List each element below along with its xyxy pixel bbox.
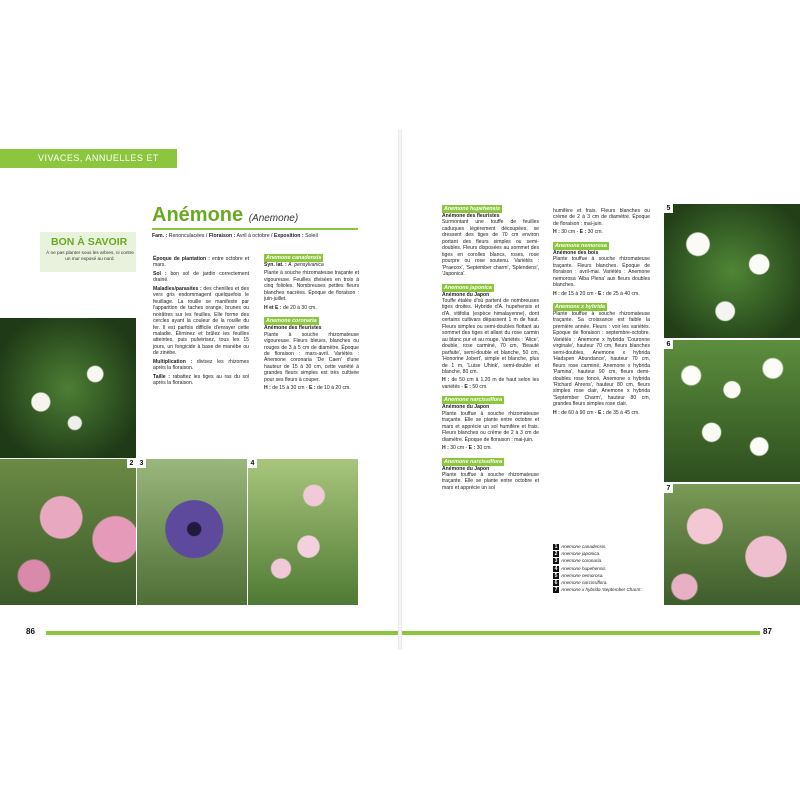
multiplication-label: Multiplication : — [153, 358, 193, 365]
title-latin: (Anemone) — [248, 213, 299, 224]
section-hupehensis: Anemone hupehensis — [444, 206, 501, 212]
hupehensis-text: Surmontant une touffe de feuilles caduques légèrement découpées, se dressent des tiges de 70 cm environ portant des fleurs simples ou semi-doubles. Fleurs disposées au sommet des tiges en corolles blancs, roses, rose pourpre ou rose soutenu. Variétés : 'Praecox', 'September charm', 'Splendens', 'Japonica'. — [442, 219, 539, 278]
japonica-text: Touffe étalée d'où partent de nombreuses tiges droites. Hybride d'A. hupehensis et d'A. vitifolia (espèce himalayenne), dont certains cultivars dépassent 1 m de haut. Fleurs simples ou semi-doubles flottant au sommet des tiges et allant du rose carmin au blanc pur et au rouge. Variétés : 'Alice', double, rose carminé, 70 cm, 'Beauté parfaite', semi-double et blanche, 50 cm, 'Honorine Jobert', simple et blanche, plus de 1 m, 'Luise Uhink', semi-double et blanche, 80 cm. — [442, 297, 539, 375]
section-nemorosa: Anemone nemorosa — [555, 242, 607, 249]
photo-badge: 3 — [137, 459, 146, 468]
canadensis-dims: de 20 à 30 cm. — [282, 304, 317, 311]
photo-anemone-japonica — [0, 459, 136, 605]
hupehensis-common: Anémone des fleuristes — [442, 213, 500, 219]
caption-item — [553, 543, 653, 550]
continued-e-label: E : — [579, 229, 587, 236]
fam-label: Fam. : — [152, 233, 168, 239]
epoque-label: Époque de plantation : — [153, 256, 210, 262]
hybrida-e-label: E : — [598, 409, 605, 416]
caption-number: 3 — [554, 558, 558, 565]
japonica-h-label: H : — [442, 377, 450, 384]
plant-meta — [152, 233, 367, 240]
photo-anemone-coronaria — [137, 459, 247, 605]
page-title — [152, 204, 298, 227]
syn-label: Syn. lat. : — [264, 262, 287, 268]
syn-text: A. pensylvanica — [288, 262, 324, 268]
sol-text: bon sol de jardin correctement drainé. — [153, 270, 249, 284]
page-number-right: 87 — [763, 627, 772, 636]
nemorosa-text: Plante touffue à souche rhizomateuse traçante. Fleurs blanches. Époque de floraison : avril-mai. Variétés : Anemone nemorosa 'Alba Plena' aux fleurs doubles blanches. — [553, 256, 650, 289]
maladies-text: des chenilles et des vers gris endommagent quelquefois le feuillage. La rouille se manifeste par l'apparition de taches orange, brunes ou noirâtres sur les feuilles. Elle forme des cercles ayant la couleur de la rouille du fer. Il est parfois difficile d'enrayer cette maladie. Éliminez et brûlez les feuilles atteintes, puis pulvérisez, tous les 15 jours, un fongicide à base de manèbe ou de zinèbe. — [153, 285, 249, 357]
column-species-middle — [442, 205, 539, 493]
hybrida-h: de 60 à 90 cm - — [561, 409, 597, 416]
continued-text: humifère et frais. Fleurs blanches ou crème de 2 à 3 cm de diamètre. Époque de floraison : mai-juin. — [553, 208, 650, 227]
caption-item — [553, 586, 653, 593]
caption-text: Anemone hupehensis. — [561, 565, 607, 571]
narcissiflora-e: 30 cm. — [476, 445, 492, 452]
caption-text: Anemone narcissiflora. — [561, 580, 608, 586]
caption-item — [553, 565, 653, 572]
canadensis-dims-label: H et E : — [264, 304, 282, 311]
narcissiflora-2-text: Plante touffue à souche rhizomateuse traçante. Elle se plante entre octobre et mars et apprécie un sol — [442, 471, 539, 491]
caption-number: 5 — [554, 572, 558, 579]
column-species-left — [264, 250, 359, 394]
column-general — [153, 256, 249, 389]
caption-number: 7 — [554, 587, 558, 594]
photo-badge: 4 — [248, 459, 257, 468]
nemorosa-h-label: H : — [553, 290, 560, 297]
section-hybrida: Anemone x hybrida — [555, 303, 606, 310]
narcissiflora-common: Anémone du Japon — [442, 404, 490, 411]
bon-a-savoir-text: À ne pas planter sous les arbres, ni contre un mur exposé au nord. — [46, 250, 134, 261]
title-rule — [152, 228, 358, 230]
caption-item — [553, 572, 653, 579]
fam-value: Renonculacées / — [168, 233, 208, 239]
narcissiflora-h: 30 cm - — [450, 445, 468, 452]
nemorosa-h: de 15 à 20 cm - — [561, 290, 597, 297]
caption-number: 4 — [554, 565, 558, 572]
section-japonica: Anemone japonica — [444, 284, 492, 291]
coronaria-h-label: H : — [264, 385, 271, 392]
exposition-value: Soleil — [305, 233, 318, 239]
continued-h: 30 cm - — [561, 229, 579, 236]
section-narcissiflora: Anemone narcissiflora — [444, 397, 503, 404]
photo-badge: 7 — [664, 484, 673, 493]
column-species-right — [553, 208, 650, 418]
nemorosa-common: Anémone des bois — [553, 249, 599, 256]
narcissiflora-2-common: Anémone du Japon — [442, 465, 490, 472]
continued-h-label: H : — [553, 229, 560, 236]
japonica-common: Anémone du Japon — [442, 291, 490, 298]
photo-anemone-narcissiflora — [664, 340, 800, 482]
epoque-text: entre octobre et mars. — [153, 256, 249, 269]
hybrida-h-label: H : — [553, 409, 560, 416]
caption-number: 1 — [554, 544, 558, 550]
section-coronaria: Anemone coronaria — [266, 318, 317, 325]
caption-text: Anemone nemorosa. — [561, 572, 604, 578]
photo-anemone-hybrida — [664, 484, 800, 605]
exposition-label: Exposition : — [273, 233, 304, 239]
hybrida-text: Plante touffue à souche rhizomateuse traçante. Sa croissance est faible la première année. Fleurs : voir les variétés. Époque de floraison : septembre-octobre. Variétés : Anemone x hybrida 'Couronne virginale', hauteur 70 cm, fleurs blanches semi-doubles, Anemone x hybrida 'Hadspen Abundance', hauteur 70 cm, fleurs rose carminé, Anemone x hybrida 'Pamina', hauteur 90 cm, fleurs demi-doubles rose foncé, Anemone x hybrida 'Richard Ahrens', hauteur 80 cm, fleurs simples rose clair, Anemone x hybrida 'September Charm', hauteur 80 cm, grandes fleurs simples rose clair. — [553, 310, 650, 408]
continued-e: 30 cm. — [587, 229, 603, 236]
bon-a-savoir-box — [40, 232, 136, 272]
caption-item — [553, 557, 653, 564]
caption-text: Anemone japonica. — [561, 551, 601, 557]
multiplication-text: divisez les rhizomes après la floraison. — [153, 358, 249, 372]
nemorosa-e-label: E : — [598, 290, 605, 297]
section-narcissiflora-2: Anemone narcissiflora — [444, 458, 503, 465]
title-main: Anémone — [152, 204, 244, 226]
sol-label: Sol : — [153, 270, 167, 277]
narcissiflora-e-label: E : — [468, 445, 476, 452]
taille-label: Taille : — [153, 373, 170, 380]
japonica-h: de 50 cm à 1,20 m de haut selon les variétés - — [442, 377, 540, 390]
coronaria-text: Plante à souche rhizomateuse vigoureuse. Fleurs bleues, blanches ou rouges de 3 à 5 cm de diamètre. Époque de floraison : mars-avril. Variétés : Anemone coronaria 'De Caen' d'une hauteur de 15 à 30 cm, cette variété à grandes fleurs simples est très cultivée pour ses fleurs à couper. — [264, 331, 359, 383]
coronaria-e: de 10 à 20 cm. — [316, 385, 351, 392]
chapter-band: VIVACES, ANNUELLES ET BULBES — [0, 149, 177, 168]
caption-text: Anemone x hybrida 'September Charm'. — [561, 587, 643, 593]
caption-text: Anemone canadensis. — [561, 544, 607, 549]
photo-anemone-canadensis — [0, 318, 136, 458]
taille-text: rabattez les tiges au ras du sol après la floraison. — [153, 373, 250, 387]
narcissiflora-h-label: H : — [442, 445, 449, 452]
photo-anemone-hupehensis — [248, 459, 358, 605]
bon-a-savoir-title: BON À SAVOIR — [51, 236, 128, 248]
photo-badge: 5 — [664, 204, 673, 213]
photo-captions — [553, 543, 653, 593]
floraison-label: Floraison : — [208, 233, 236, 239]
canadensis-text: Plante à souche rhizomateuse traçante et vigoureuse. Feuilles divisées en trois à cinq folioles. Nombreuses petites fleurs blanches nacrées. Époque de floraison : juin-juillet. — [264, 270, 359, 303]
caption-number: 6 — [554, 580, 558, 587]
floraison-value: Avril à octobre / — [236, 233, 273, 239]
page-footer-bar-left — [46, 631, 398, 635]
coronaria-h: de 15 à 30 cm - — [272, 385, 308, 392]
caption-text: Anemone coronaria. — [561, 558, 603, 564]
nemorosa-e: de 25 à 40 cm. — [605, 290, 640, 297]
coronaria-e-label: E : — [309, 385, 316, 392]
page-footer-bar-right — [402, 631, 760, 635]
section-canadensis: Anemone canadensis — [266, 255, 322, 261]
caption-item — [553, 550, 653, 557]
caption-item — [553, 579, 653, 586]
coronaria-common: Anémone des fleuristes — [264, 325, 322, 332]
japonica-e: 50 cm. — [472, 383, 488, 390]
maladies-label: Maladies/parasites : — [153, 285, 202, 292]
photo-anemone-nemorosa — [664, 204, 800, 338]
photo-badge: 6 — [664, 340, 673, 349]
narcissiflora-text: Plante touffue à souche rhizomateuse traçante. Elle se plante entre octobre et mars et apprécie un sol humifère et frais. Fleurs blanches ou crème de 2 à 3 cm de diamètre. Époque de floraison : mai-juin. — [442, 410, 539, 443]
photo-badge: 2 — [127, 459, 136, 468]
caption-number: 2 — [554, 551, 558, 558]
page-number-left: 86 — [26, 627, 35, 636]
hybrida-e: de 35 à 45 cm. — [605, 409, 640, 416]
page-gutter — [398, 130, 402, 650]
japonica-e-label: E : — [464, 383, 471, 390]
